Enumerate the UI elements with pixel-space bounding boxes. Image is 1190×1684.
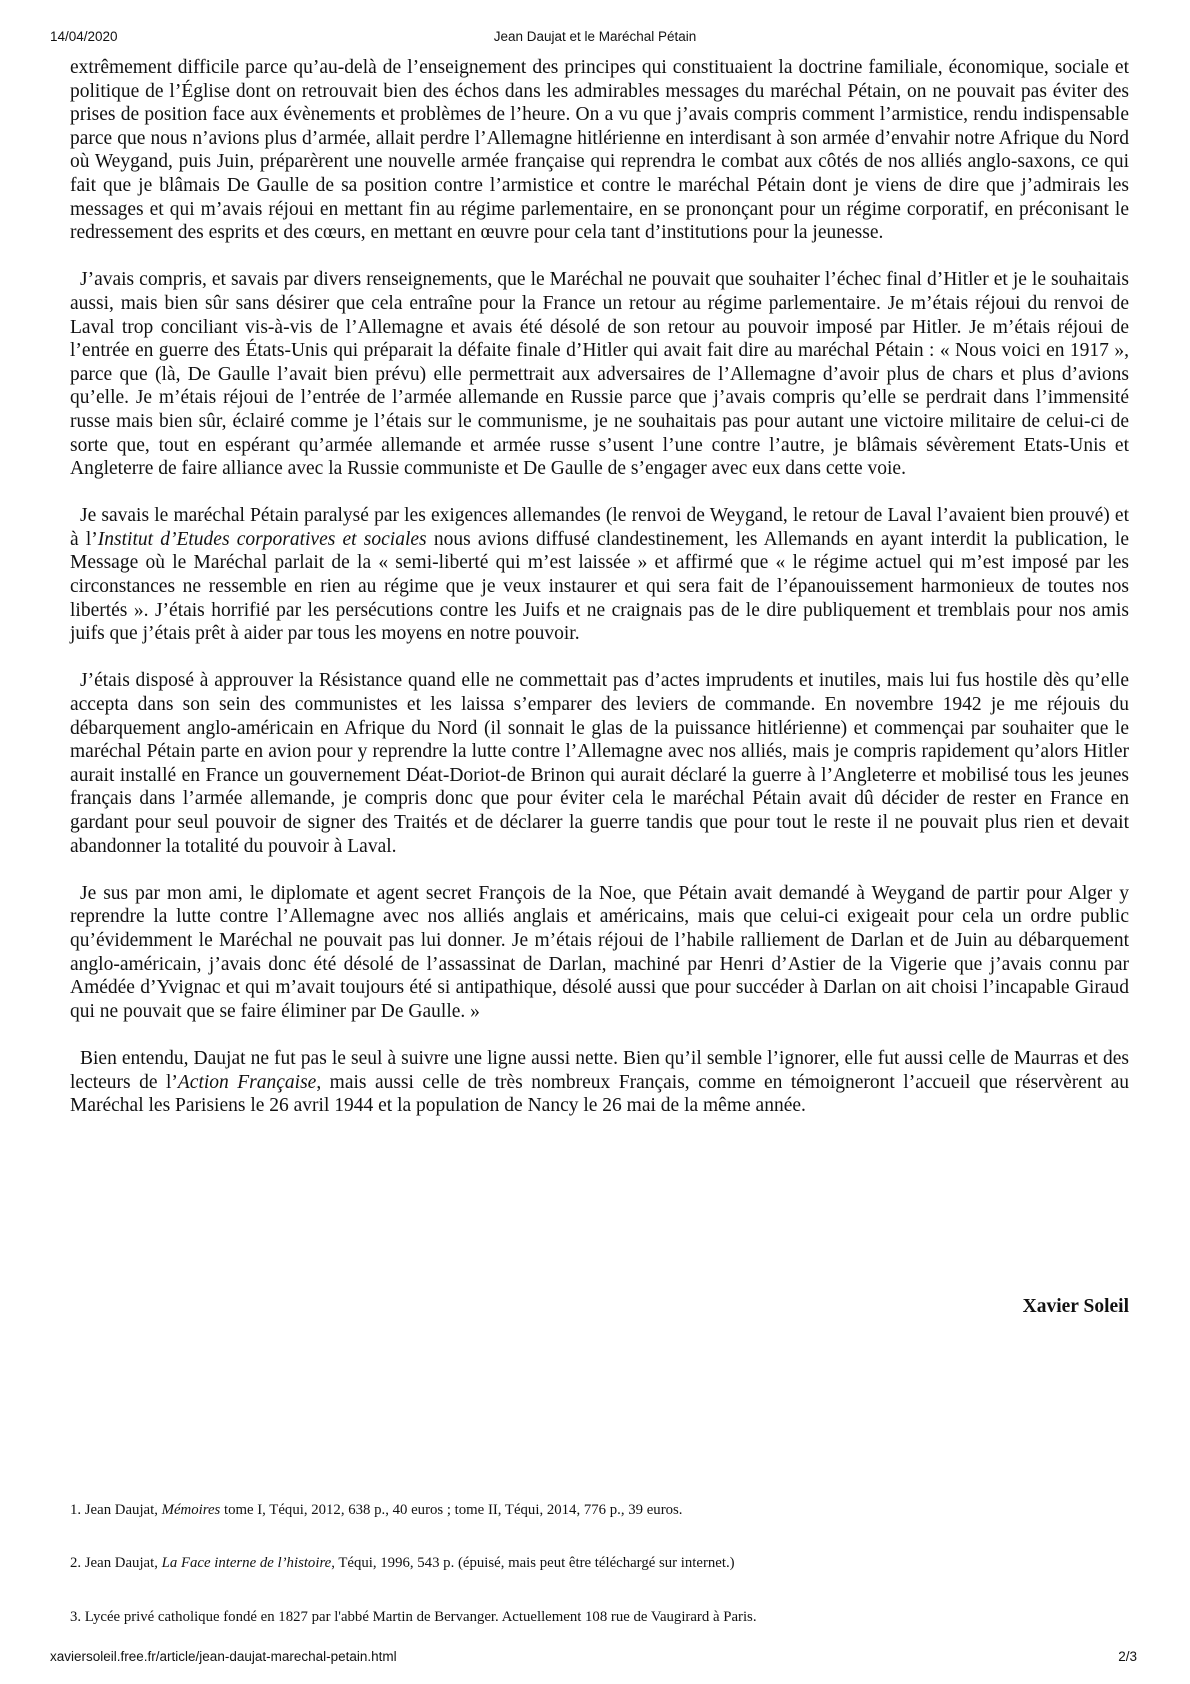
footnote-3: 3. Lycée privé catholique fondé en 1827 par l'abbé Martin de Bervanger. Actuellement 108 rue de Vaugirard à Paris. bbox=[70, 1609, 757, 1625]
footnote-2-text-b: , Téqui, 1996, 543 p. (épuisé, mais peut être téléchargé sur internet.) bbox=[331, 1555, 735, 1571]
footnote-2-text-a: 2. Jean Daujat, bbox=[70, 1555, 162, 1571]
paragraph-3-text-b: nous avions diffusé clandestinement, les Allemands en ayant interdit la publication, le Message où le Maréchal parlait de la « semi-liberté qui m’est laissée » et affirmé que « le régime actuel qui m’est imposé par les circonstances ne ressemble en rien au régime que je veux instaurer et qui sera fait de l’épanouissement harmonieux de toutes nos libertés ». J’étais horrifié par les persécutions contre les Juifs et ne craignais pas de le dire publiquement et tremblais pour nos amis juifs que j’étais prêt à aider par tous les moyens en notre pouvoir. bbox=[70, 528, 1129, 645]
paragraph-6 bbox=[70, 1047, 1129, 1118]
paragraph-5: Je sus par mon ami, le diplomate et agent secret François de la Noe, que Pétain avait demandé à Weygand de partir pour Alger y reprendre la lutte contre l’Allemagne avec nos alliés anglais et américains, mais que celui-ci exigeait pour cela un ordre public qu’évidemment le Maréchal ne pouvait pas lui donner. Je m’étais réjoui de l’habile ralliement de Darlan et de Juin au débarquement anglo-américain, j’avais donc été désolé de l’assassinat de Darlan, machiné par Henri d’Astier de la Vigerie que j’avais connu par Amédée d’Yvignac et qui m’avait toujours été si antipathique, désolé aussi que pour succéder à Darlan on ait choisi l’incapable Giraud qui ne pouvait que se faire éliminer par De Gaulle. » bbox=[70, 882, 1129, 1022]
page-title: Jean Daujat et le Maréchal Pétain bbox=[493, 29, 697, 44]
print-date: 14/04/2020 bbox=[50, 29, 118, 44]
paragraph-1: extrêmement difficile parce qu’au-delà de l’enseignement des principes qui constituaient la doctrine familiale, économique, sociale et politique de l’Église dont on retrouvait bien des échos dans les admirables messages du maréchal Pétain, on ne pouvait pas éviter des prises de position face aux évènements et problèmes de l’heure. On a vu que j’avais compris comment l’armistice, rendu indispensable parce que nous n’avions plus d’armée, allait perdre l’Allemagne hitlérienne en interdisant à son armée d’envahir notre Afrique du Nord où Weygand, puis Juin, préparèrent une nouvelle armée française qui reprendra le combat aux côtés de nos alliés anglo-saxons, ce qui fait que je blâmais De Gaulle de sa position contre l’armistice et contre le maréchal Pétain dont je viens de dire que j’admirais les messages et qui m’avais réjoui en mettant fin au régime parlementaire, en se prononçant pour un régime corporatif, en préconisant le redressement des esprits et des cœurs, en mettant en œuvre pour cela tant d’institutions pour la jeunesse. bbox=[70, 57, 1129, 244]
footnote-1-text-a: 1. Jean Daujat, bbox=[70, 1502, 162, 1518]
source-url: xaviersoleil.free.fr/article/jean-daujat-marechal-petain.html bbox=[50, 1649, 397, 1664]
footnote-2 bbox=[70, 1555, 1130, 1572]
page-header bbox=[0, 29, 1190, 49]
institut-title: Institut d’Etudes corporatives et sociales bbox=[97, 528, 427, 550]
paragraph-6-text-b: , mais aussi celle de très nombreux Français, comme en témoigneront l’accueil que réservèrent au Maréchal les Parisiens le 26 avril 1944 et la population de Nancy le 26 mai de la même année. bbox=[70, 1071, 1129, 1117]
author-signature: Xavier Soleil bbox=[1022, 1296, 1129, 1317]
page-footer bbox=[0, 1649, 1190, 1669]
action-francaise-title: Action Française bbox=[177, 1071, 317, 1093]
article-body bbox=[70, 56, 1129, 1141]
paragraph-3 bbox=[70, 504, 1129, 646]
footnote-1 bbox=[70, 1502, 1130, 1519]
footnote-1-title: Mémoires bbox=[161, 1502, 221, 1518]
paragraph-6-text-a: Bien entendu, Daujat ne fut pas le seul à suivre une ligne aussi nette. Bien qu’il semble l’ignorer, elle fut aussi celle de Maurras et des lecteurs de l’ bbox=[70, 1047, 1129, 1093]
footnote-1-text-b: tome I, Téqui, 2012, 638 p., 40 euros ; tome II, Téqui, 2014, 776 p., 39 euros. bbox=[220, 1502, 683, 1518]
paragraph-2: J’avais compris, et savais par divers renseignements, que le Maréchal ne pouvait que souhaiter l’échec final d’Hitler et je le souhaitais aussi, mais bien sûr sans désirer que cela entraîne pour la France un retour au régime parlementaire. Je m’étais réjoui du renvoi de Laval trop conciliant vis-à-vis de l’Allemagne et avais été désolé de son retour au pouvoir imposé par Hitler. Je m’étais réjoui de l’entrée en guerre des États-Unis qui préparait la défaite finale d’Hitler qui avait fait dire au maréchal Pétain : « Nous voici en 1917 », parce que (là, De Gaulle l’avait bien prévu) elle permettrait aux adversaires de l’Allemagne d’avoir plus de chars et plus d’avions qu’elle. Je m’étais réjoui de l’entrée de l’armée allemande en Russie parce que j’avais compris qu’elle se perdrait dans l’immensité russe mais bien sûr, éclairé comme je l’étais sur le communisme, je ne souhaitais pas pour autant une victoire militaire de celui-ci de sorte que, tout en espérant qu’armée allemande et armée russe s’usent l’une contre l’autre, je blâmais sévèrement Etats-Unis et Angleterre de faire alliance avec la Russie communiste et De Gaulle de s’engager avec eux dans cette voie. bbox=[70, 269, 1129, 480]
footnote-2-title: La Face interne de l’histoire bbox=[161, 1555, 332, 1571]
paragraph-3-text-a: Je savais le maréchal Pétain paralysé par les exigences allemandes (le renvoi de Weygand, le retour de Laval l’avaient bien prouvé) et à l’ bbox=[70, 505, 1129, 550]
paragraph-4: J’étais disposé à approuver la Résistance quand elle ne commettait pas d’actes imprudents et inutiles, mais lui fus hostile dès qu’elle accepta dans son sein des communistes et les laissa s’emparer des leviers de commande. En novembre 1942 je me réjouis du débarquement anglo-américain en Afrique du Nord (il sonnait le glas de la puissance hitlérienne) et commençai par souhaiter que le maréchal Pétain parte en avion pour y reprendre la lutte contre l’Allemagne avec nos alliés, mais je compris rapidement qu’alors Hitler aurait installé en France un gouvernement Déat-Doriot-de Brinon qui aurait déclaré la guerre à l’Angleterre et mobilisé tous les jeunes français dans l’armée allemande, je compris donc que pour éviter cela le maréchal Pétain avait dû décider de rester en France en gardant pour seul pouvoir de signer des Traités et de déclarer la guerre tandis que pour tout le reste il ne pouvait plus rien et devait abandonner la totalité du pouvoir à Laval. bbox=[70, 670, 1129, 857]
page-number: 2/3 bbox=[1118, 1649, 1137, 1664]
